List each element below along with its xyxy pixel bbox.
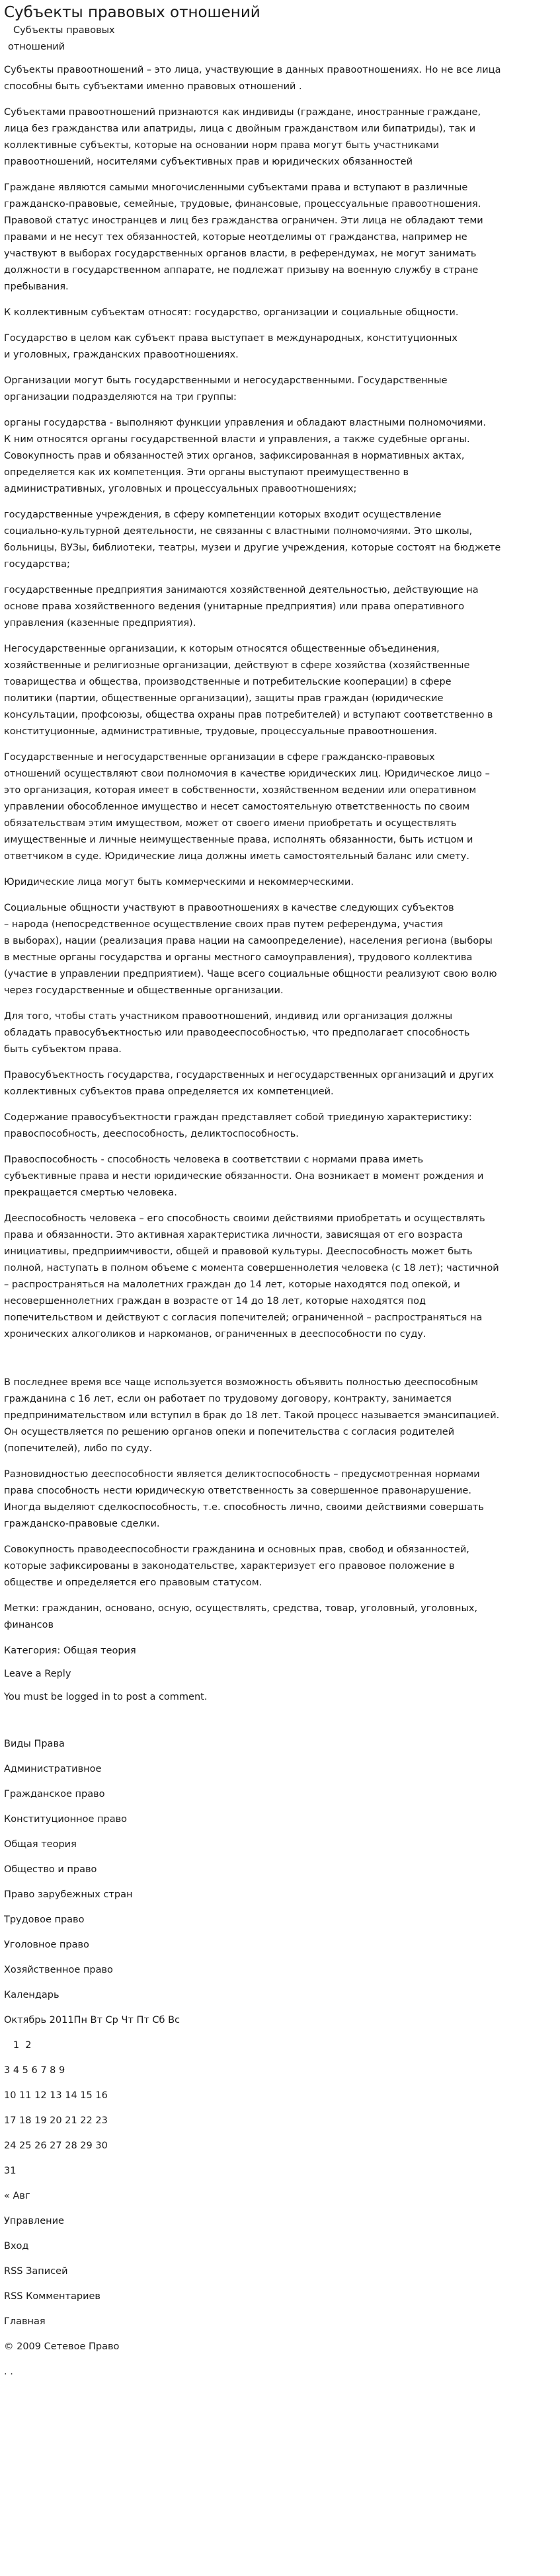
article-paragraph [4,900,556,999]
article-paragraph [4,1110,556,1143]
article-paragraph [4,415,556,498]
paragraph-line: правами и не несут тех обязанностей, которые неотделимы от гражданства, например не [4,232,467,243]
article-paragraph [4,373,556,406]
article-paragraph [4,330,556,363]
paragraph-line: гражданско-правовые сделки. [4,1519,160,1529]
article-paragraph [4,1542,556,1591]
paragraph-line: субъективные права и нести юридические обязанности. Она возникает в момент рождения и [4,1171,484,1182]
article-paragraph [4,582,556,632]
paragraph-line: обязательствам этим имуществом, может от своего имени приобретать и осуществлять [4,818,457,829]
paragraph-line: конституционные, административные, трудовые, процессуальные правоотношения. [4,726,438,737]
paragraph-line: государства; [4,559,70,570]
paragraph-line: права способность нести юридическую ответственность за совершенное правонарушение. [4,1486,471,1496]
paragraph-line: консультации, профсоюзы, общества охраны прав потребителей) и вступают соответственно в [4,710,493,720]
paragraph-line: в местные органы государства и органы местного самоуправления), трудового коллектива [4,952,473,963]
article-paragraph [4,180,556,295]
paragraph-line: пребывания. [4,282,69,292]
paragraph-line: полной, наступать в полном объеме с момента совершеннолетия человека (с 18 лет); частичной [4,1263,499,1273]
paragraph-line: быть субъектом права. [4,1044,122,1055]
paragraph-line: Государственные и негосударственные организации в сфере гражданско-правовых [4,752,435,763]
paragraph-line: лица без гражданства или апатриды, лица с двойным гражданством или бипатриды), так и [4,124,476,134]
paragraph-line: имущественные и личные неимущественные права, исполнять обязанности, быть истцом и [4,835,473,845]
paragraph-line: и уголовных, гражданских правоотношениях. [4,350,239,360]
manage-heading: Управление [4,2216,64,2226]
paragraph-line: Содержание правосубъектности граждан представляет собой триединую характеристику: [4,1112,472,1123]
paragraph-line: товарищества и общества, производственные и потребительские кооперации) в сфере [4,677,452,687]
paragraph-line: (участие в управлении предприятием). Чаще всего социальные общности реализуют свою волю [4,969,497,979]
manage-list [4,2238,556,2330]
title-repeat-line1: Субъекты правовых [13,25,115,36]
calendar-row: 10 11 12 13 14 15 16 [4,2090,108,2101]
tags-line[interactable]: Метки: гражданин, основано, осную, осуществлять, средства, товар, уголовный, уголовных, [4,1603,478,1614]
paragraph-line: органы государства - выполняют функции управления и обладают властными полномочиями. [4,418,486,428]
paragraph-line: Иногда выделяют сделкоспособность, т.е. способность лично, своими действиями совершать [4,1502,484,1513]
paragraph-line: правоспособность, дееспособность, деликтоспособность. [4,1129,299,1139]
paragraph-line: Разновидностью дееспособности является деликтоспособность – предусмотренная нормами [4,1469,480,1480]
paragraph-line: ответчиком в суде. Юридические лица должны иметь самостоятельный баланс или смету. [4,851,469,862]
title-repeat-line2: отношений [8,42,65,52]
article-paragraph [4,1466,556,1533]
sidebar-link[interactable]: Гражданское право [4,1789,105,1799]
paragraph-line: административных, уголовных и процессуальных правоотношениях; [4,484,357,494]
article-paragraph [4,641,556,740]
article-paragraph [4,1375,556,1457]
calendar-row: 17 18 19 20 21 22 23 [4,2115,108,2126]
article-paragraph [4,749,556,865]
paragraph-line: прекращается смертью человека. [4,1188,177,1198]
manage-link[interactable]: Вход [4,2241,29,2252]
paragraph-line: которые зафиксированы в законодательстве, характеризует его правовое положение в [4,1561,455,1572]
sidebar-link[interactable]: Хозяйственное право [4,1965,113,1975]
calendar-row: 24 25 26 27 28 29 30 [4,2140,108,2151]
paragraph-line: К ним относятся органы государственной власти и управления, а также судебные органы. [4,434,470,445]
article-paragraph [4,1152,556,1201]
article-paragraph [4,1067,556,1100]
login-note[interactable]: You must be logged in to post a comment. [4,1692,208,1702]
paragraph-line: Он осуществляется по решению органов опеки и попечительства с согласия родителей [4,1427,455,1437]
paragraph-line: государственные предприятия занимаются хозяйственной деятельностью, действующие на [4,585,479,595]
paragraph-line: права и обязанности. Это активная характеристика личности, зависящая от его возраста [4,1230,463,1240]
paragraph-line: в выборах), нации (реализация права нации на самоопределение), населения региона (выборы [4,936,493,946]
sidebar-link[interactable]: Уголовное право [4,1940,89,1950]
paragraph-line: предпринимательством или вступил в брак до 18 лет. Такой процесс называется эмансипацией. [4,1410,500,1421]
category[interactable]: Категория: Общая теория [4,1646,136,1656]
paragraph-line: Правосубъектность государства, государственных и негосударственных организаций и других [4,1070,495,1080]
sidebar-link[interactable]: Право зарубежных стран [4,1889,133,1900]
paragraph-line: – распространяться на малолетних граждан до 14 лет, которые находятся под опекой, и [4,1279,460,1290]
article-paragraph [4,1211,556,1343]
paragraph-line: Для того, чтобы стать участником правоотношений, индивид или организация должны [4,1011,453,1022]
paragraph-line: попечительством и действуют с согласия попечителей; ограниченной – распространяться на [4,1312,483,1323]
paragraph-line: социально-культурной деятельности, не связанны с властными полномочиями. Это школы, [4,526,473,537]
paragraph-line: должности в государственном аппарате, не подлежат призыву на военную службу в стране [4,265,479,276]
paragraph-line: это организация, которая имеет в собственности, хозяйственном ведении или оперативном [4,785,477,796]
calendar-prev-link[interactable]: « Авг [4,2191,30,2201]
manage-link[interactable]: RSS Комментариев [4,2291,100,2302]
paragraph-line: (попечителей), либо по суду. [4,1443,153,1454]
paragraph-line: несовершеннолетних граждан в возрасте от 14 до 18 лет, которые находятся под [4,1296,426,1307]
paragraph-line: К коллективным субъектам относят: государство, организации и социальные общности. [4,307,459,318]
paragraph-line: больницы, ВУЗы, библиотеки, театры, музеи и другие учреждения, которые состоят на бюджете [4,543,501,553]
paragraph-line: определяется как их компетенция. Эти органы выступают преимущественно в [4,467,409,478]
calendar [4,2012,556,2205]
paragraph-line: коллективных субъектов права определяется их компетенцией. [4,1086,334,1097]
paragraph-line: Организации могут быть государственными и негосударственными. Государственные [4,375,448,386]
paragraph-line: Граждане являются самыми многочисленными субъектами права и вступают в различные [4,182,468,193]
paragraph-line: управления (казенные предприятия). [4,618,196,628]
calendar-row: Октябрь 2011Пн Вт Ср Чт Пт Сб Вс [4,2015,180,2026]
page-title: Субъекты правовых отношений [4,4,260,21]
sidebar-list [4,1761,556,1979]
article-paragraph [4,507,556,573]
article-body [4,62,556,1591]
article-paragraph [4,1008,556,1058]
sidebar-link[interactable]: Общество и право [4,1864,97,1875]
paragraph-line: через государственные и общественные организации. [4,985,284,996]
paragraph-line: Негосударственные организации, к которым относятся общественные объединения, [4,644,440,654]
sidebar-link[interactable]: Общая теория [4,1839,77,1850]
paragraph-line: основе права хозяйственного ведения (унитарные предприятия) или права оперативного [4,601,465,612]
paragraph-line: Юридические лица могут быть коммерческими и некоммерческими. [4,877,354,888]
paragraph-line: Правовой статус иностранцев и лиц без гражданства ограничен. Эти лица не обладают теми [4,215,483,226]
paragraph-line: способны быть субъектами именно правовых отношений . [4,81,302,92]
sidebar-link[interactable]: Конституционное право [4,1814,128,1825]
paragraph-line: гражданско-правовые, семейные, трудовые, финансовые, процессуальные правоотношения. [4,199,481,209]
paragraph-line: Государство в целом как субъект права выступает в международных, конституционных [4,333,458,344]
paragraph-line: Субъекты правоотношений – это лица, участвующие в данных правоотношениях. Но не все лица [4,65,501,75]
footer-dots: . . [4,2367,13,2377]
sidebar-heading-types: Виды Права [4,1739,65,1749]
paragraph-line: Совокупность прав и обязанностей этих органов, зафиксированная в нормативных актах, [4,451,465,461]
paragraph-line: гражданина с 16 лет, если он работает по трудовому договору, контракту, занимается [4,1394,452,1404]
tags-line[interactable]: финансов [4,1620,54,1630]
sidebar-link[interactable]: Административное [4,1764,102,1774]
paragraph-line: отношений осуществляют свои полномочия в качестве юридических лиц. Юридическое лицо – [4,769,490,779]
leave-reply-heading: Leave a Reply [4,1669,71,1679]
sidebar-link[interactable]: Трудовое право [4,1914,85,1925]
paragraph-line: В последнее время все чаще используется возможность объявить полностью дееспособным [4,1377,479,1388]
paragraph-line: Социальные общности участвуют в правоотношениях в качестве следующих субъектов [4,903,454,913]
paragraph-line: Совокупность праводееспособности гражданина и основных прав, свобод и обязанностей, [4,1544,469,1555]
article-paragraph [4,305,556,321]
paragraph-line: управлении обособленное имущество и несет самостоятельную ответственность по своим [4,802,470,812]
sidebar [4,1736,556,2380]
paragraph-line: Правоспособность - способность человека в соответствии с нормами права иметь [4,1155,424,1165]
paragraph-line: Дееспособность человека – его способность своими действиями приобретать и осуществлять [4,1213,485,1224]
paragraph-line: политики (партии, общественные организации), защиты прав граждан (юридические [4,693,444,704]
article-paragraph [4,62,556,95]
paragraph-line: обладать правосубъектностью или праводееспособностью, что предполагает способность [4,1028,470,1038]
paragraph-line: участвуют в выборах государственных органов власти, в референдумах, не могут занимать [4,248,477,259]
tags [4,1601,556,1634]
manage-link[interactable]: Главная [4,2316,46,2327]
paragraph-line: организации подразделяются на три группы: [4,392,237,402]
calendar-heading: Календарь [4,1990,60,2000]
paragraph-line: – народа (непосредственное осуществление своих прав путем референдума, участия [4,919,444,930]
paragraph-line: инициативы, предприимчивости, общей и правовой культуры. Дееспособность может быть [4,1246,473,1257]
paragraph-line: правоотношений, носителями субъективных прав и юридических обязанностей [4,157,413,167]
article-paragraph [4,104,556,170]
calendar-row: 1 2 [4,2040,32,2051]
paragraph-line: коллективные субъекты, которые на основании норм права могут быть участниками [4,140,440,151]
calendar-row: 3 4 5 6 7 8 9 [4,2065,65,2076]
paragraph-line: хозяйственные и религиозные организации, действуют в сфере хозяйства (хозяйственные [4,660,470,671]
article-paragraph [4,874,556,891]
paragraph-line: хронических алкоголиков и наркоманов, ограниченных в дееспособности по суду. [4,1329,426,1340]
paragraph-line: государственные учреждения, в сферу компетенции которых входит осуществление [4,510,442,520]
paragraph-line: обществе и определяется его правовым статусом. [4,1577,262,1588]
calendar-row: 31 [4,2166,17,2176]
manage-link[interactable]: RSS Записей [4,2266,68,2277]
spacer [4,1706,556,1736]
paragraph-line: Субъектами правоотношений признаются как индивиды (граждане, иностранные граждане, [4,107,481,118]
footer-copyright: © 2009 Сетевое Право [4,2341,120,2352]
